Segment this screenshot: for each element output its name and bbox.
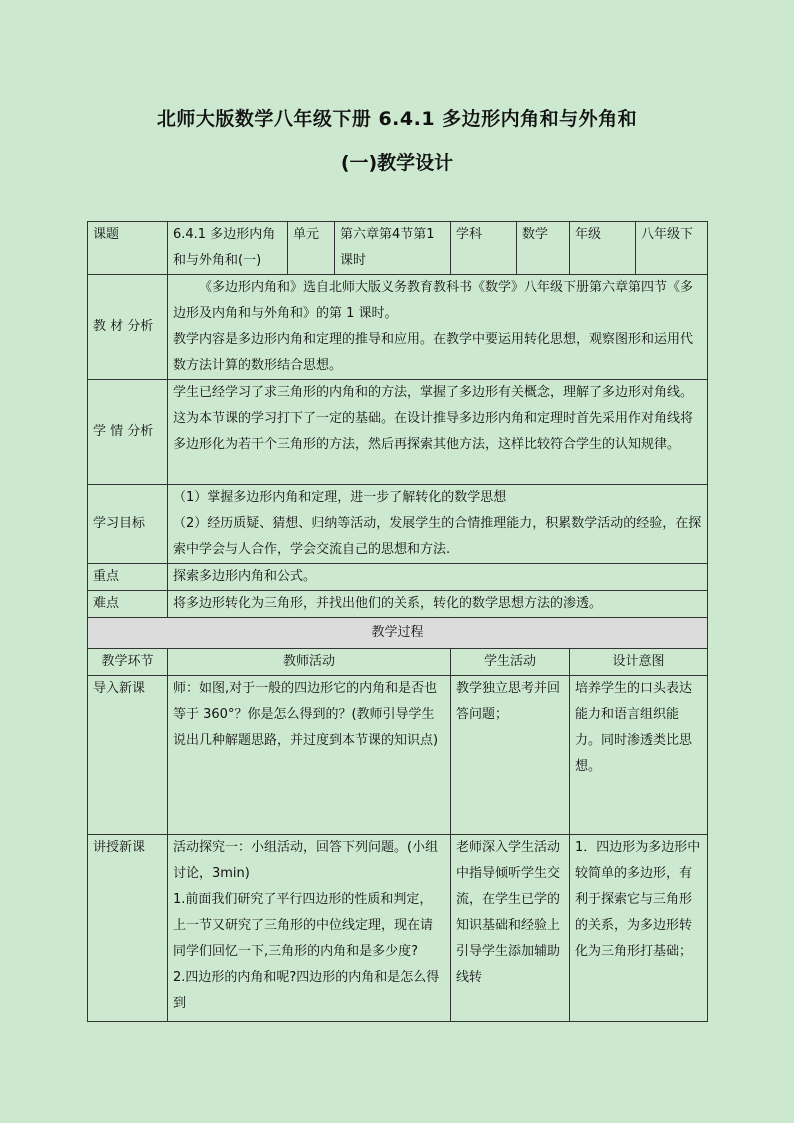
unit-value: 第六章第4节第1课时: [335, 222, 451, 275]
goals-text: [168, 485, 708, 564]
new-lesson-design-intent: 1．四边形为多边形中较简单的多边形，有利于探索它与三角形的关系，为多边形转化为三角形打基础；: [570, 835, 708, 1022]
subject-label: 学科: [451, 222, 517, 275]
grade-value: 八年级下: [636, 222, 708, 275]
process-heading-row: [88, 618, 708, 649]
textbook-analysis-label: 教 材 分析: [88, 275, 168, 380]
header-student: 学生活动: [451, 649, 570, 676]
new-lesson-teacher-p1: 活动探究一：小组活动，回答下列问题。(小组讨论，3min): [173, 840, 439, 881]
key-point-label: 重点: [88, 564, 168, 591]
new-lesson-student-activity: 老师深入学生活动中指导倾听学生交流，在学生已学的知识基础和经验上引导学生添加辅助线转: [451, 835, 570, 1022]
goals-label: 学习目标: [88, 485, 168, 564]
new-lesson-teacher-activity: [168, 835, 451, 1022]
process-row-new-lesson: [88, 835, 708, 1022]
header-intent: 设计意图: [570, 649, 708, 676]
intro-teacher-activity: 师：如图,对于一般的四边形它的内角和是否也等于 360°？你是怎么得到的？(教师引导学生说出几种解题思路，并过度到本节课的知识点): [168, 676, 451, 835]
subject-value: 数学: [517, 222, 570, 275]
intro-design-intent: 培养学生的口头表达能力和语言组织能力。同时渗透类比思想。: [570, 676, 708, 835]
key-point-text: 探索多边形内角和公式。: [168, 564, 708, 591]
info-row: [88, 222, 708, 275]
header-teacher: 教师活动: [168, 649, 451, 676]
topic-label: 课题: [88, 222, 168, 275]
goal-item-1: （1）掌握多边形内角和定理，进一步了解转化的数学思想: [173, 490, 507, 505]
difficulty-label: 难点: [88, 591, 168, 618]
topic-value: 6.4.1 多边形内角和与外角和(一): [168, 222, 288, 275]
process-header-row: [88, 649, 708, 676]
header-stage: 教学环节: [88, 649, 168, 676]
unit-label: 单元: [288, 222, 335, 275]
intro-stage: 导入新课: [88, 676, 168, 835]
goal-item-2: （2）经历质疑、猜想、归纳等活动，发展学生的合情推理能力，积累数学活动的经验，在探索中学会与人合作，学会交流自己的思想和方法.: [173, 516, 702, 557]
student-analysis-label: 学 情 分析: [88, 380, 168, 485]
textbook-analysis-row: [88, 275, 708, 380]
goals-row: [88, 485, 708, 564]
textbook-analysis-p1: 《多边形内角和》选自北师大版义务教育教科书《数学》八年级下册第六章第四节《多边形及内角和与外角和》的第 1 课时。: [173, 280, 694, 321]
process-row-intro: [88, 676, 708, 835]
process-heading: 教学过程: [88, 618, 708, 649]
new-lesson-teacher-p2: 1.前面我们研究了平行四边形的性质和判定，上一节又研究了三角形的中位线定理，现在请同学们回忆一下,三角形的内角和是多少度?: [173, 892, 434, 959]
student-analysis-row: [88, 380, 708, 485]
key-point-row: [88, 564, 708, 591]
intro-student-activity: 教学独立思考并回答问题；: [451, 676, 570, 835]
document-title-line2: (一)教学设计: [340, 152, 454, 174]
lesson-plan-table: [87, 221, 708, 1022]
new-lesson-stage: 讲授新课: [88, 835, 168, 1022]
difficulty-text: 将多边形转化为三角形，并找出他们的关系，转化的数学思想方法的渗透。: [168, 591, 708, 618]
textbook-analysis-p2: 教学内容是多边形内角和定理的推导和应用。在教学中要运用转化思想，观察图形和运用代数方法计算的数形结合思想。: [173, 332, 694, 373]
student-analysis-text: 学生已经学习了求三角形的内角和的方法，掌握了多边形有关概念，理解了多边形对角线。这为本节课的学习打下了一定的基础。在设计推导多边形内角和定理时首先采用作对角线将多边形化为若干个三角形的方法，然后再探索其他方法，这样比较符合学生的认知规律。: [168, 380, 708, 485]
document-title-line1: 北师大版数学八年级下册 6.4.1 多边形内角和与外角和: [156, 108, 638, 130]
grade-label: 年级: [570, 222, 636, 275]
difficulty-row: [88, 591, 708, 618]
new-lesson-teacher-p3: 2.四边形的内角和呢?四边形的内角和是怎么得到: [173, 970, 440, 1011]
textbook-analysis-text: [168, 275, 708, 380]
